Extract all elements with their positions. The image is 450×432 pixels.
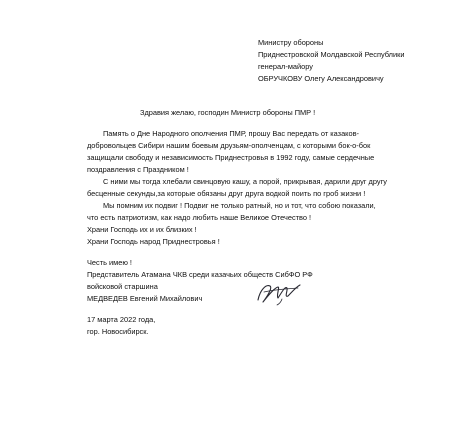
- addressee-line-2: Приднестровской Молдавской Республики: [258, 50, 405, 59]
- body-line: добровольцев Сибири нашим боевым друзьям-ополченцам, с которыми бок-о-бок: [87, 141, 371, 150]
- letter-date: 17 марта 2022 года,: [87, 315, 156, 324]
- signatory-title: Представитель Атамана ЧКВ среди казачьих обществ СибФО РФ: [87, 270, 313, 279]
- body-line: что есть патриотизм, как надо любить наше Великое Отечество !: [87, 213, 312, 222]
- body-line: защищали свободу и независимость Приднестровья в 1992 году, самые сердечные: [87, 153, 375, 162]
- addressee-line-3: генерал-майору: [258, 62, 313, 71]
- handwritten-signature: [254, 278, 304, 306]
- body-line: Память о Дне Народного ополчения ПМР, прошу Вас передать от казаков-: [103, 129, 359, 138]
- body-line: Храни Господь их и их близких !: [87, 225, 197, 234]
- signatory-name: МЕДВЕДЕВ Евгений Михайлович: [87, 294, 203, 303]
- signatory-rank: войсковой старшина: [87, 282, 158, 291]
- body-line: бесценные секунды,за которые обязаны друг друга водкой поить по гроб жизни !: [87, 189, 366, 198]
- closing-honor: Честь имею !: [87, 258, 132, 267]
- body-line: С ними мы тогда хлебали свинцовую кашу, а порой, прикрывая, дарили друг другу: [103, 177, 387, 186]
- addressee-line-4: ОБРУЧКОВУ Олегу Александровичу: [258, 74, 384, 83]
- greeting: Здравия желаю, господин Министр обороны ПМР !: [140, 108, 316, 117]
- body-line: Мы помним их подвиг ! Подвиг не только ратный, но и тот, что собою показали,: [103, 201, 376, 210]
- letter-city: гор. Новосибирск.: [87, 327, 149, 336]
- addressee-line-1: Министру обороны: [258, 38, 324, 47]
- body-line: поздравления с Праздником !: [87, 165, 189, 174]
- body-line: Храни Господь народ Приднестровья !: [87, 237, 220, 246]
